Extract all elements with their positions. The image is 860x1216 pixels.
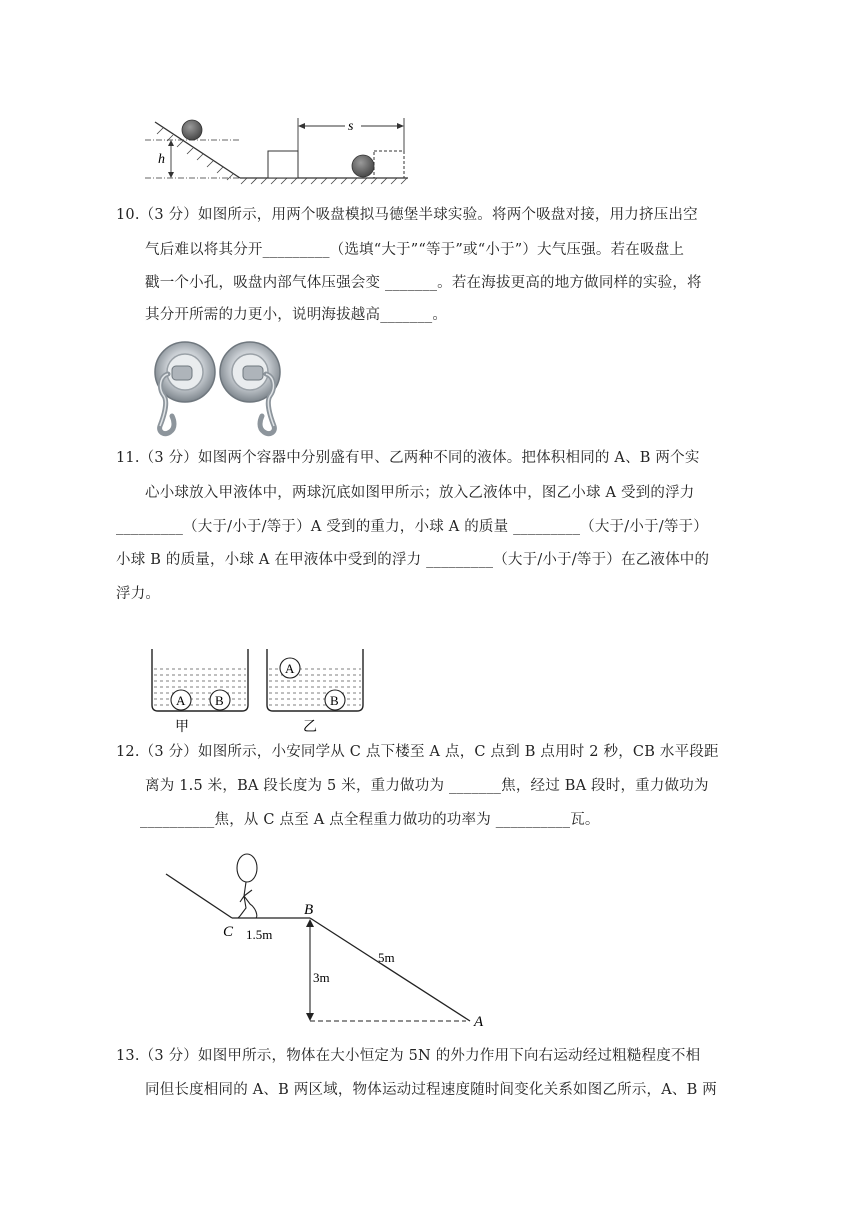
container-jia — [152, 649, 248, 735]
label-jia: 甲 — [175, 720, 189, 735]
q11-line-3: _________（大于/小于/等于）A 受到的重力，小球 A 的质量 _________（大于/小于/等于） — [116, 519, 708, 535]
q12-line-3: __________焦，从 C 点至 A 点全程重力做功的功率为 __________瓦。 — [140, 812, 600, 828]
q11-line-2: 心小球放入甲液体中，两球沉底如图甲所示；放入乙液体中，图乙小球 A 受到的浮力 — [145, 485, 695, 501]
point-b-label: B — [304, 902, 314, 918]
ball-a-yi: A — [285, 661, 295, 676]
q13-line-1: 13.（3 分）如图甲所示，物体在大小恒定为 5N 的外力作用下向右运动经过粗糙程度不相 — [116, 1048, 701, 1064]
height-label: h — [158, 152, 165, 167]
q11-line-5: 浮力。 — [116, 586, 161, 602]
q11-line-1: 11.（3 分）如图两个容器中分别盛有甲、乙两种不同的液体。把体积相同的 A、B 两个实 — [116, 450, 700, 466]
q12-line-1: 12.（3 分）如图所示，小安同学从 C 点下楼至 A 点，C 点到 B 点用时 2 秒，CB 水平段距 — [116, 744, 719, 760]
ball-a-jia: A — [176, 693, 186, 708]
ramp-block-figure — [145, 112, 415, 190]
distance-label: s — [348, 119, 354, 134]
q10-line-3: 戳一个小孔，吸盘内部气体压强会变 _______。若在海拔更高的地方做同样的实验，将 — [145, 275, 702, 291]
q10-line-1: 10.（3 分）如图所示，用两个吸盘模拟马德堡半球实验。将两个吸盘对接，用力挤压出空 — [116, 207, 698, 223]
ba-length-label: 5m — [378, 950, 395, 965]
container-yi — [267, 649, 363, 735]
stairs-figure — [160, 846, 500, 1026]
suction-cups-figure — [150, 336, 285, 440]
q11-line-4: 小球 B 的质量，小球 A 在甲液体中受到的浮力 _________（大于/小于/等于）在乙液体中的 — [116, 552, 710, 568]
cb-length-label: 1.5m — [246, 927, 273, 942]
ball-b-jia: B — [215, 693, 224, 708]
height-3m-label: 3m — [313, 970, 330, 985]
label-yi: 乙 — [303, 720, 317, 735]
q12-line-2: 离为 1.5 米，BA 段长度为 5 米，重力做功为 _______焦，经过 BA 段时，重力做功为 — [145, 778, 709, 794]
ball-b-yi: B — [330, 693, 339, 708]
q10-line-4: 其分开所需的力更小，说明海拔越高_______。 — [145, 307, 448, 323]
point-c-label: C — [223, 924, 234, 940]
liquid-containers-figure — [145, 643, 370, 735]
point-a-label: A — [474, 1014, 484, 1026]
q10-line-2: 气后难以将其分开_________（选填“大于”“等于”或“小于”）大气压强。若在吸盘上 — [145, 242, 685, 258]
q13-line-2: 同但长度相同的 A、B 两区域，物体运动过程速度随时间变化关系如图乙所示，A、B 两 — [145, 1082, 717, 1098]
